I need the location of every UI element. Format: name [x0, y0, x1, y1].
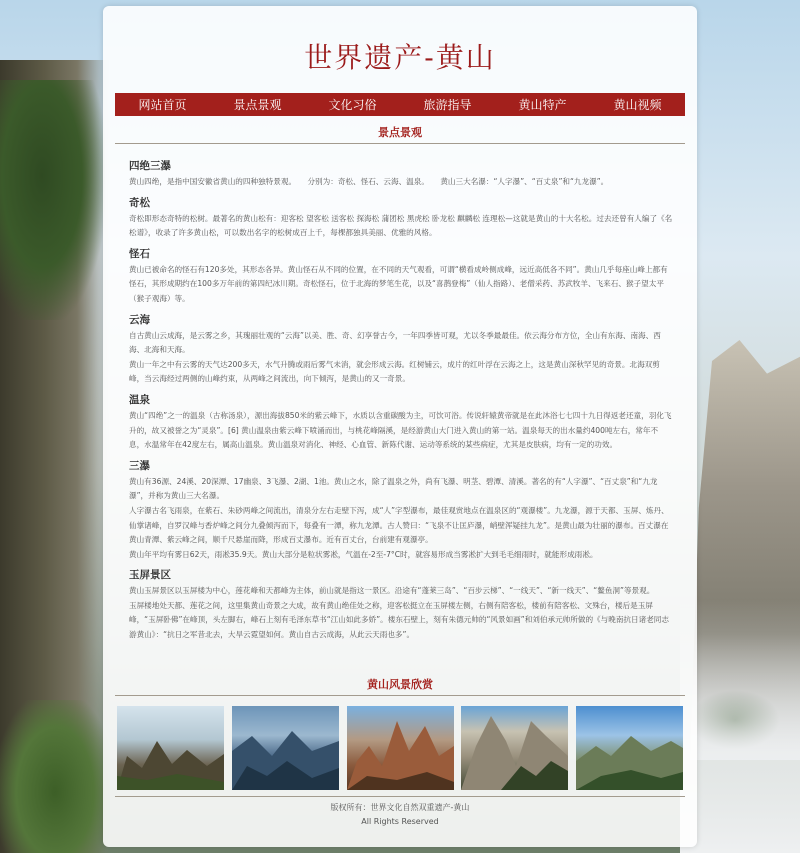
- article-heading: 三瀑: [129, 459, 150, 472]
- gallery-image[interactable]: [576, 706, 683, 790]
- mountain-image: [461, 706, 568, 790]
- nav-item-home[interactable]: 网站首页: [138, 98, 187, 112]
- gallery-image[interactable]: [117, 706, 224, 790]
- article-section: [129, 567, 673, 642]
- article-paragraph: 奇松即形态奇特的松树。最著名的黄山松有：迎客松 望客松 送客松 探海松 蒲团松 黑虎松 卧龙松 麒麟松 连理松—这就是黄山的十大名松。过去还曾有人编了《名松谱》，收录了许多黄山松，可以数出名字的松树成百上千，每棵都独具美丽、优雅的风格。: [129, 213, 673, 238]
- article-section: [129, 458, 673, 563]
- article-content: [129, 158, 673, 648]
- article-paragraph: 黄山“四绝”之一的温泉（古称汤泉），源出海拔850米的紫云峰下，水质以含重碳酸为主，可饮可浴。传说轩辕黄帝就是在此沐浴七七四十九日得返老还童，羽化飞升的，故又被誉之为“灵泉”。[6] 黄山温泉由紫云峰下喷涌而出，与桃花峰隔溪，是经游黄山大门进入黄山的第一站。温泉每天的出水量约400吨左右，常年不息，水温常年在42度左右，属高山温泉。黄山温泉对消化、神经、心血管、新陈代谢、运动等系统的某些病症，尤其是皮肤病，均有一定的功效。: [129, 410, 672, 450]
- nav-item-culture[interactable]: 文化习俗: [328, 98, 377, 112]
- scenery-gallery: [117, 706, 683, 790]
- background-mist: [680, 600, 800, 853]
- site-title: 世界遗产-黄山: [304, 41, 496, 74]
- article-heading: 怪石: [129, 247, 150, 260]
- article-paragraph: 人字瀑古名飞雨泉，在紫石、朱砂两峰之间流出，清泉分左右走壁下泻，成“人”字型瀑布，最佳观赏地点在温泉区的“观瀑楼”。九龙瀑，源于天都、玉屏、炼丹、仙掌诸峰，自罗汉峰与香炉峰之间分九叠倾泻而下，每叠有一潭，称九龙潭。古人赞曰：“飞泉不让匡庐瀑，峭壁浑疑挂九龙”。是黄山最为壮丽的瀑布。百丈瀑在黄山青潭、紫云峰之间，顺千尺悬崖而降，形成百丈瀑布。近有百丈台，台前建有观瀑亭。: [129, 505, 669, 545]
- gallery-title: 黄山风景欣赏: [367, 678, 433, 691]
- footer-divider: [115, 796, 685, 797]
- article-section: [129, 195, 673, 241]
- mountain-image: [576, 706, 683, 790]
- article-section: [129, 392, 673, 453]
- footer-copyright: 版权所有：世界文化自然双重遗产-黄山: [330, 803, 470, 812]
- article-section: [129, 246, 673, 307]
- nav-item-videos[interactable]: 黄山视频: [613, 98, 662, 112]
- article-paragraph: 黄山已被命名的怪石有120多处，其形态各异。黄山怪石从不同的位置，在不同的天气观看，可谓“横看成岭侧成峰，远近高低各不同”。黄山几乎每座山峰上都有怪石，其形成期约在100多万年前的第四纪冰川期。奇松怪石，位于北海的梦笔生花，以及“喜鹊登梅”（仙人指路）、老僧采药、苏武牧羊、飞来石、猴子望太平（猴子观海）等。: [129, 264, 668, 303]
- article-section: [129, 312, 673, 387]
- article-paragraph: 自古黄山云成海，是云雾之乡，其瑰丽壮观的“云海”以美、胜、奇、幻享誉古今，一年四季皆可观，尤以冬季最最佳。依云海分布方位，全山有东海、南海、西海、北海和天海。: [129, 330, 661, 355]
- article-paragraph: 黄山一年之中有云雾的天气达200多天，水气升腾或雨后雾气未消，就会形成云海。红树铺云，成片的红叶浮在云海之上，这是黄山深秋罕见的奇景。北海双剪峰，当云海经过两侧的山峰约束，从两峰之间流出，向下倾泻，是黄山的又一奇景。: [129, 359, 660, 384]
- article-paragraph: 黄山有36源、24溪、20深潭、17幽泉、3飞瀑、2湖、1池。黄山之水，除了温泉之外，尚有飞瀑、明茎、碧潭、清溪。著名的有“人字瀑”、“百丈泉”和“九龙瀑”，并称为黄山三大名瀑。: [129, 476, 658, 501]
- article-heading: 奇松: [129, 196, 150, 209]
- section-divider: [115, 143, 685, 144]
- background-shrub: [0, 700, 110, 853]
- article-heading: 温泉: [129, 393, 150, 406]
- nav-item-travel-guide[interactable]: 旅游指导: [423, 98, 472, 112]
- background-pine-foliage: [0, 80, 105, 320]
- footer-rights: All Rights Reserved: [361, 817, 439, 826]
- main-nav: [115, 93, 685, 116]
- article-heading: 四绝三瀑: [129, 160, 171, 172]
- gallery-image[interactable]: [232, 706, 339, 790]
- article-paragraph: 玉屏楼地处天都、莲花之间，这里集黄山奇景之大成，故有黄山绝佳处之称，迎客松挺立在玉屏楼左侧，右侧有陪客松，楼前有陪客松、文殊台，楼后是玉屏峰，“玉屏卧佛”在峰顶，头左脚右，峰石上刻有毛泽东草书“江山如此多娇”。楼东石壁上，刻有朱德元帅的“风景如画”和刘伯承元帅所做的《与晚南抗日诸老同志游黄山》：“抗日之军昔北去，大旱云霓望如何。黄山自古云成海，从此云天雨也多”。: [129, 600, 669, 640]
- mountain-image: [117, 706, 224, 790]
- section-title: 景点景观: [378, 126, 422, 139]
- article-paragraph: 黄山年平均有雾日62天，雨凇35.9天。黄山大部分是粒状雾凇，气温在-2至-7°C时，就容易形成当雾凇扩大到毛毛细雨时，就能形成雨凇。: [129, 549, 598, 559]
- gallery-image[interactable]: [347, 706, 454, 790]
- nav-item-scenery[interactable]: 景点景观: [233, 98, 282, 112]
- article-paragraph: 黄山玉屏景区以玉屏楼为中心，莲花峰和天都峰为主体，前山就是指这一景区。沿途有“蓬莱三岛”、“百步云梯”、“一线天”、“新一线天”、“鳌鱼洞”等景观。: [129, 586, 655, 596]
- mountain-image: [347, 706, 454, 790]
- gallery-image[interactable]: [461, 706, 568, 790]
- gallery-divider: [115, 695, 685, 696]
- nav-item-specialties[interactable]: 黄山特产: [518, 98, 567, 112]
- mountain-image: [232, 706, 339, 790]
- article-section: [129, 158, 673, 190]
- article-heading: 云海: [129, 313, 150, 326]
- article-paragraph: 黄山四绝，是指中国安徽省黄山的四种独特景观。 分别为：奇松、怪石、云海、温泉。 黄山三大名瀑：“人字瀑”、“百丈泉”和“九龙瀑”。: [129, 177, 609, 186]
- content-panel: [103, 6, 697, 847]
- article-heading: 玉屏景区: [129, 569, 171, 582]
